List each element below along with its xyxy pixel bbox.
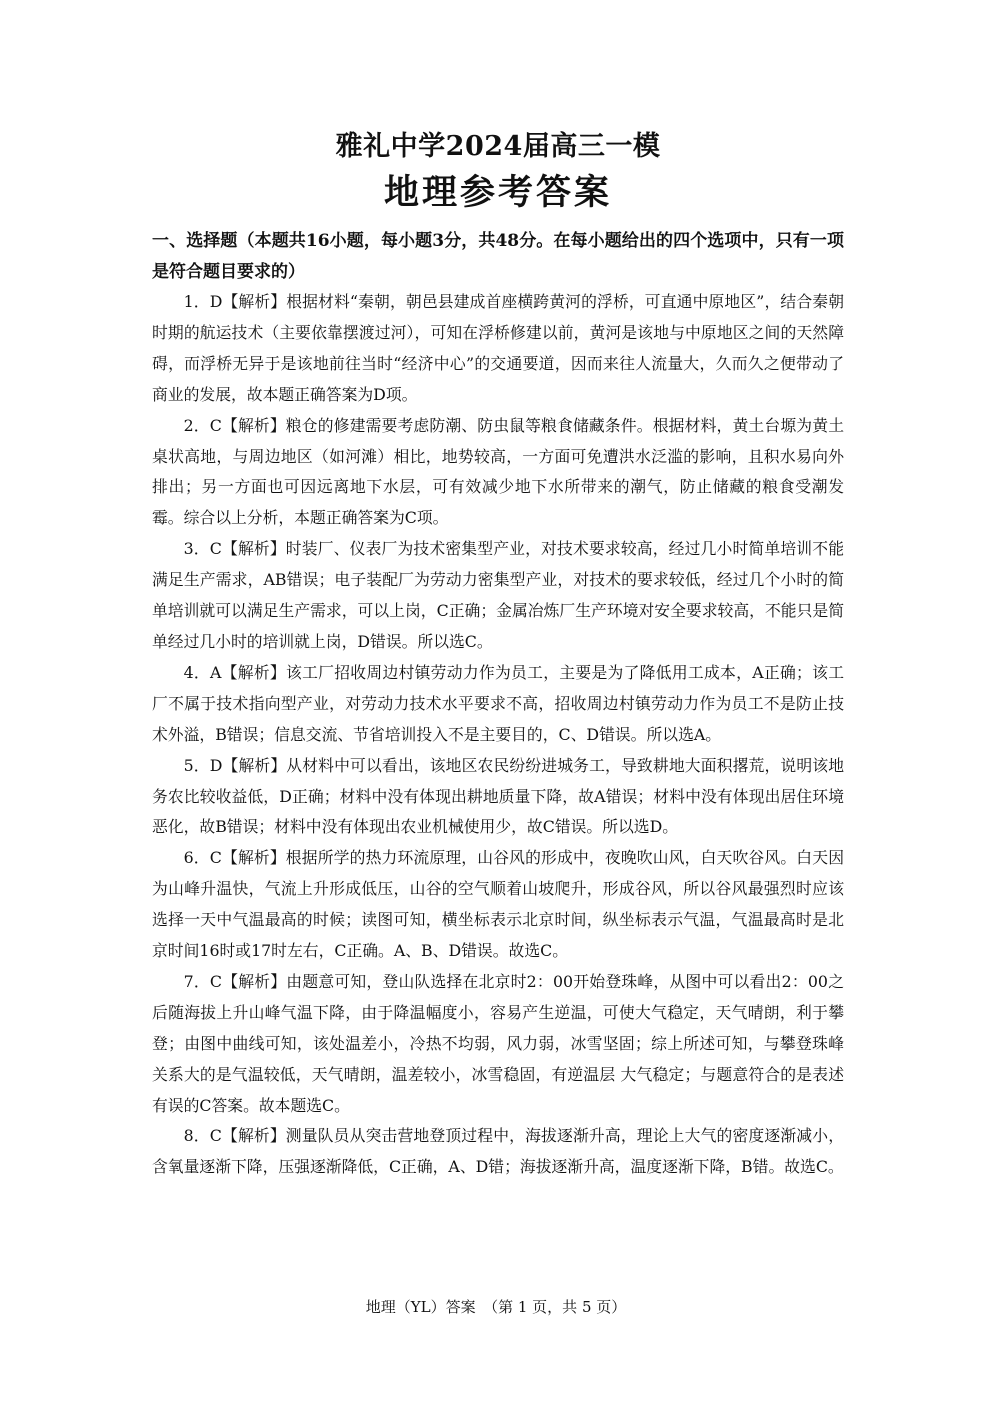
section-heading: 一、选择题（本题共16小题，每小题3分，共48分。在每小题给出的四个选项中，只有一项是符合题目要求的） (152, 231, 844, 282)
answer-item-3: 3．C【解析】时装厂、仪表厂为技术密集型产业，对技术要求较高，经过几小时简单培训不能满足生产需求，AB错误；电子装配厂为劳动力密集型产业，对技术的要求较低，经过几个小时的简单培训就可以满足生产需求，可以上岗，C正确；金属冶炼厂生产环境对安全要求较高，不能只是简单经过几小时的培训就上岗，D错误。所以选C。 (152, 539, 844, 651)
document-title: 地理参考答案 (383, 172, 612, 213)
school-exam-title: 雅礼中学2024届高三一模 (335, 131, 661, 162)
answer-item-8: 8．C【解析】测量队员从突击营地登顶过程中，海拔逐渐升高，理论上大气的密度逐渐减小，含氧量逐渐下降，压强逐渐降低，C正确，A、D错；海拔逐渐升高，温度逐渐下降，B错。故选C。 (152, 1126, 844, 1177)
answer-document (152, 128, 844, 1183)
answer-item-6: 6．C【解析】根据所学的热力环流原理，山谷风的形成中，夜晚吹山风，白天吹谷风。白天因为山峰升温快，气流上升形成低压，山谷的空气顺着山坡爬升，形成谷风，所以谷风最强烈时应该选择一天中气温最高的时候；读图可知，横坐标表示北京时间，纵坐标表示气温，气温最高时是北京时间16时或17时左右，C正确。A、B、D错误。故选C。 (152, 848, 844, 961)
answer-item-7: 7．C【解析】由题意可知，登山队选择在北京时2：00开始登珠峰，从图中可以看出2：00之后随海拔上升山峰气温下降，由于降温幅度小，容易产生逆温，可使大气稳定，天气晴朗，利于攀登；由图中曲线可知，该处温差小，冷热不均弱，风力弱，冰雪坚固；综上所述可知，与攀登珠峰关系大的是气温较低，天气晴朗，温差较小，冰雪稳固，有逆温层 大气稳定；与题意符合的是表述有误的C答案。故本题选C。 (152, 971, 844, 1115)
answer-item-2: 2．C【解析】粮仓的修建需要考虑防潮、防虫鼠等粮食储藏条件。根据材料，黄土台塬为黄土桌状高地，与周边地区（如河滩）相比，地势较高，一方面可免遭洪水泛滥的影响，且积水易向外排出；另一方面也可因远离地下水层，可有效减少地下水所带来的潮气，防止储藏的粮食受潮发霉。综合以上分析，本题正确答案为C项。 (152, 415, 844, 528)
answer-item-1: 1．D【解析】根据材料“秦朝，朝邑县建成首座横跨黄河的浮桥，可直通中原地区”，结合秦朝时期的航运技术（主要依靠摆渡过河），可知在浮桥修建以前，黄河是该地与中原地区之间的天然障碍，而浮桥无异于是该地前往当时“经济中心”的交通要道，因而来往人流量大，久而久之便带动了商业的发展，故本题正确答案为D项。 (152, 292, 844, 404)
answer-item-5: 5．D【解析】从材料中可以看出，该地区农民纷纷进城务工，导致耕地大面积撂荒，说明该地务农比较收益低，D正确；材料中没有体现出耕地质量下降，故A错误；材料中没有体现出居住环境恶化，故B错误；材料中没有体现出农业机械使用少，故C错误。所以选D。 (152, 755, 844, 837)
answer-item-4: 4．A【解析】该工厂招收周边村镇劳动力作为员工，主要是为了降低用工成本，A正确；该工厂不属于技术指向型产业，对劳动力技术水平要求不高，招收周边村镇劳动力作为员工不是防止技术外溢，B错误；信息交流、节省培训投入不是主要目的，C、D错误。所以选A。 (152, 662, 844, 744)
page-footer: 地理（YL）答案 （第 1 页，共 5 页） (365, 1298, 627, 1316)
